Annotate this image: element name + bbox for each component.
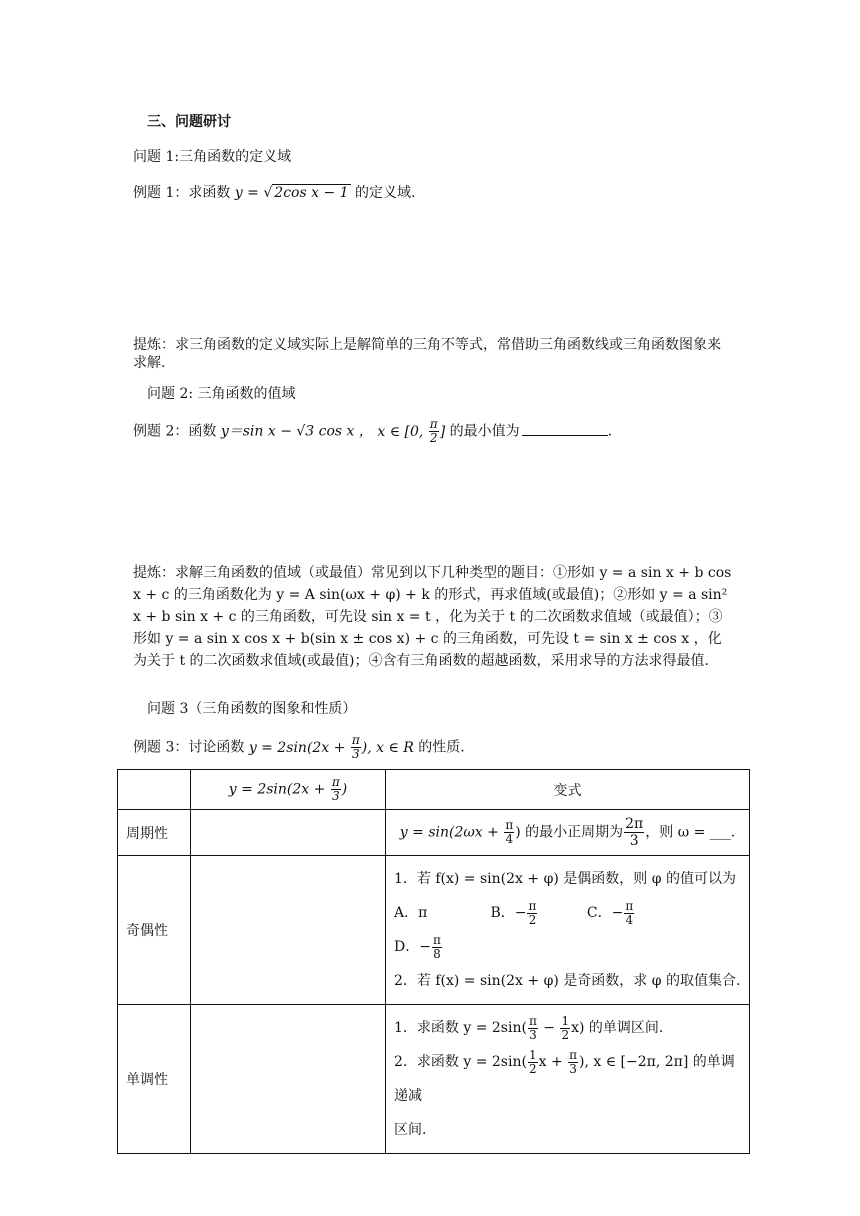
parity-answer-cell[interactable] xyxy=(191,856,386,1005)
tip-1: 提炼：求三角函数的定义域实际上是解简单的三角不等式，常借助三角函数线或三角函数图象来求解. xyxy=(133,337,721,371)
example-1 xyxy=(133,182,415,202)
table-header-row xyxy=(118,770,750,810)
monotonicity-answer-cell[interactable] xyxy=(191,1005,386,1154)
example-3-expr: y = 2sin(2x + $\frac{\pi}{3}$ ), x ∈ R xyxy=(248,733,414,761)
example-2: 例题 2：函数 y＝sin x − √3 cos x ， x ∈ [0, $\frac{\pi}{2}$ ] 的最小值为 . xyxy=(133,417,613,445)
example-1-suffix: 的定义域. xyxy=(354,185,416,201)
table-row xyxy=(118,1005,750,1154)
question-1-title: 问题 1:三角函数的定义域 xyxy=(133,149,292,165)
option-d[interactable]: D．− $\frac{\pi}{8}$ xyxy=(394,932,441,961)
section-title: 三、问题研讨 xyxy=(147,114,231,130)
parity-question-2: 2．若 f(x) = sin(2x + φ) 是奇函数，求 φ 的取值集合. xyxy=(394,973,741,989)
properties-table xyxy=(117,769,750,1154)
period-label: 周期性 xyxy=(118,810,191,856)
question-2-title: 问题 2: 三角函数的值域 xyxy=(147,386,296,402)
monotonicity-question-2: 2．求函数 y = 2sin( $\frac{1}{2}$ x + $\frac{\pi}{3}$ ), x ∈ [−2π, 2π] 的单调递减 xyxy=(394,1047,735,1104)
example-1-prefix: 例题 1：求函数 xyxy=(133,185,231,201)
table-row xyxy=(118,856,750,1005)
parity-variant xyxy=(386,856,750,1005)
monotonicity-question-2-cont: 区间. xyxy=(394,1122,427,1138)
question-3-title: 问题 3（三角函数的图象和性质） xyxy=(147,701,357,717)
tip-2: 提炼：求解三角函数的值域（或最值）常见到以下几种类型的题目：①形如 y = a sin x + b cos x + c 的三角函数化为 y = A sin(ωx + φ) + k 的形式，再求值域(或最值)；②形如 y = a sin² x + b sin x + c 的三角函数，可先设 sin x = t ，化为关于 t 的二次函数求值域（或最值）；③形如 y = a sin x cos x + b(sin x ± cos x) + c 的三角函数，可先设 t = sin x ± cos x ，化为关于 t 的二次函数求值域(或最值)；④含有三角函数的超越函数，采用求导的方法求得最值. xyxy=(133,565,732,669)
monotonicity-label: 单调性 xyxy=(118,1005,191,1154)
monotonicity-variant xyxy=(386,1005,750,1154)
table-row xyxy=(118,810,750,856)
option-b[interactable]: B．− $\frac{\pi}{2}$ xyxy=(490,898,537,927)
example-2-domain: x ∈ [0, $\frac{\pi}{2}$ ] xyxy=(377,417,446,445)
parity-options xyxy=(394,896,741,964)
example-2-expr: y＝sin x − √3 cos x ， xyxy=(220,423,373,440)
parity-question-1: 1．若 f(x) = sin(2x + φ) 是偶函数，则 φ 的值可以为 xyxy=(394,871,736,887)
example-1-expr: y = √ 2cos x − 1 xyxy=(234,185,349,201)
example-2-suffix: 的最小值为 xyxy=(449,423,520,440)
header-empty-cell xyxy=(118,770,191,810)
option-a[interactable]: A．π xyxy=(394,905,428,921)
period-answer-cell[interactable] xyxy=(191,810,386,856)
example-3 xyxy=(133,734,465,761)
header-function: y = 2sin(2x + $\frac{\pi}{3}$ ) xyxy=(191,770,386,810)
example-2-prefix: 例题 2：函数 xyxy=(133,423,217,440)
header-variant: 变式 xyxy=(386,770,750,810)
monotonicity-question-1: 1．求函数 y = 2sin( $\frac{\pi}{3}$ − $\frac{1}{2}$ x) 的单调区间. xyxy=(394,1013,664,1042)
parity-label: 奇偶性 xyxy=(118,856,191,1005)
option-c[interactable]: C．− $\frac{\pi}{4}$ xyxy=(586,898,634,927)
period-variant: y = sin(2ωx + $\frac{\pi}{4}$ ) 的最小正周期为 $\frac{2\pi}{3}$ ，则 ω = ___. xyxy=(386,810,750,856)
example-3-prefix: 例题 3：讨论函数 xyxy=(133,739,245,756)
example-3-suffix: 的性质. xyxy=(418,739,465,756)
answer-blank[interactable] xyxy=(522,435,608,436)
